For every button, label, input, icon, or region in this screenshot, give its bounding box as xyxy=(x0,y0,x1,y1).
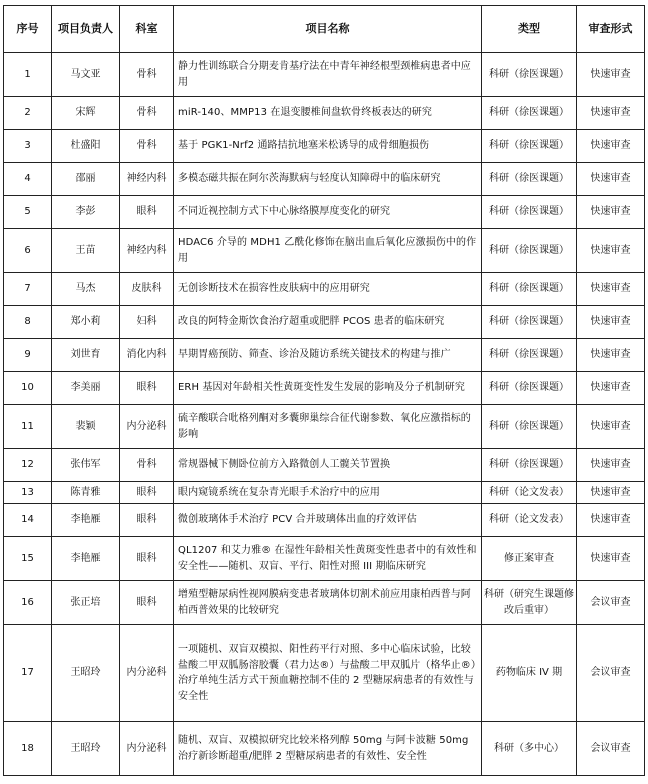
cell-leader: 刘世育 xyxy=(52,339,120,372)
cell-department: 眼科 xyxy=(120,537,174,581)
table-row xyxy=(4,504,645,537)
cell-review-form: 快速审查 xyxy=(577,306,645,339)
cell-project-name: QL1207 和艾力雅® 在湿性年龄相关性黄斑变性患者中的有效性和安全性——随机、双盲、平行、阳性对照 III 期临床研究 xyxy=(174,537,482,581)
cell-leader: 马文亚 xyxy=(52,53,120,97)
cell-project-name: ERH 基因对年龄相关性黄斑变性发生发展的影响及分子机制研究 xyxy=(174,372,482,405)
header-leader: 项目负责人 xyxy=(52,6,120,53)
cell-type: 科研（徐医课题） xyxy=(482,163,577,196)
cell-leader: 陈青雅 xyxy=(52,482,120,504)
cell-type: 科研（论文发表） xyxy=(482,482,577,504)
cell-department: 神经内科 xyxy=(120,163,174,196)
cell-number: 10 xyxy=(4,372,52,405)
cell-number: 14 xyxy=(4,504,52,537)
cell-review-form: 会议审查 xyxy=(577,625,645,722)
header-project-name: 项目名称 xyxy=(174,6,482,53)
table-row xyxy=(4,482,645,504)
cell-review-form: 快速审查 xyxy=(577,372,645,405)
cell-project-name: 微创玻璃体手术治疗 PCV 合并玻璃体出血的疗效评估 xyxy=(174,504,482,537)
cell-type: 科研（徐医课题） xyxy=(482,405,577,449)
table-row xyxy=(4,273,645,306)
cell-type: 科研（徐医课题） xyxy=(482,306,577,339)
cell-project-name: 硫辛酸联合吡格列酮对多囊卵巢综合征代谢参数、氧化应激指标的影响 xyxy=(174,405,482,449)
cell-number: 12 xyxy=(4,449,52,482)
cell-department: 眼科 xyxy=(120,581,174,625)
table-row xyxy=(4,722,645,776)
table-row xyxy=(4,53,645,97)
cell-review-form: 快速审查 xyxy=(577,504,645,537)
table-row xyxy=(4,581,645,625)
cell-leader: 李艳雁 xyxy=(52,504,120,537)
cell-review-form: 快速审查 xyxy=(577,405,645,449)
cell-leader: 马杰 xyxy=(52,273,120,306)
cell-project-name: HDAC6 介导的 MDH1 乙酰化修饰在脑出血后氧化应激损伤中的作用 xyxy=(174,229,482,273)
table-row xyxy=(4,196,645,229)
table-row xyxy=(4,306,645,339)
cell-number: 16 xyxy=(4,581,52,625)
cell-project-name: 一项随机、双盲双模拟、阳性药平行对照、多中心临床试验，比较盐酸二甲双胍肠溶胶囊（君力达®）与盐酸二甲双胍片（格华止®）治疗单纯生活方式干预血糖控制不佳的 2 型糖尿病患者的有效性与安全性 xyxy=(174,625,482,722)
cell-type: 科研（徐医课题） xyxy=(482,130,577,163)
cell-number: 3 xyxy=(4,130,52,163)
table-row xyxy=(4,405,645,449)
cell-type: 科研（研究生课题修改后重审） xyxy=(482,581,577,625)
cell-type: 科研（徐医课题） xyxy=(482,196,577,229)
cell-number: 13 xyxy=(4,482,52,504)
cell-type: 科研（徐医课题） xyxy=(482,53,577,97)
ethics-review-table xyxy=(3,5,645,776)
table-row xyxy=(4,97,645,130)
cell-number: 2 xyxy=(4,97,52,130)
cell-project-name: 早期胃癌预防、筛查、诊治及随访系统关键技术的构建与推广 xyxy=(174,339,482,372)
cell-leader: 王昭玲 xyxy=(52,625,120,722)
cell-type: 科研（论文发表） xyxy=(482,504,577,537)
cell-leader: 李美丽 xyxy=(52,372,120,405)
cell-department: 眼科 xyxy=(120,372,174,405)
cell-leader: 李艳雁 xyxy=(52,537,120,581)
cell-leader: 裴颖 xyxy=(52,405,120,449)
cell-project-name: 常规器械下侧卧位前方入路微创人工髋关节置换 xyxy=(174,449,482,482)
cell-leader: 王苗 xyxy=(52,229,120,273)
cell-leader: 张伟军 xyxy=(52,449,120,482)
cell-department: 骨科 xyxy=(120,130,174,163)
cell-type: 科研（徐医课题） xyxy=(482,229,577,273)
table-row xyxy=(4,130,645,163)
cell-review-form: 快速审查 xyxy=(577,130,645,163)
cell-department: 眼科 xyxy=(120,482,174,504)
cell-department: 皮肤科 xyxy=(120,273,174,306)
cell-review-form: 快速审查 xyxy=(577,482,645,504)
table-row xyxy=(4,229,645,273)
cell-review-form: 快速审查 xyxy=(577,273,645,306)
cell-review-form: 快速审查 xyxy=(577,339,645,372)
cell-number: 6 xyxy=(4,229,52,273)
table-row xyxy=(4,163,645,196)
cell-review-form: 快速审查 xyxy=(577,537,645,581)
cell-department: 骨科 xyxy=(120,449,174,482)
cell-number: 7 xyxy=(4,273,52,306)
cell-number: 1 xyxy=(4,53,52,97)
cell-type: 科研（徐医课题） xyxy=(482,449,577,482)
cell-type: 修正案审查 xyxy=(482,537,577,581)
cell-department: 妇科 xyxy=(120,306,174,339)
cell-leader: 宋辉 xyxy=(52,97,120,130)
cell-project-name: miR-140、MMP13 在退变腰椎间盘软骨终板表达的研究 xyxy=(174,97,482,130)
cell-type: 科研（徐医课题） xyxy=(482,273,577,306)
cell-leader: 郑小莉 xyxy=(52,306,120,339)
cell-project-name: 改良的阿特金斯饮食治疗超重或肥胖 PCOS 患者的临床研究 xyxy=(174,306,482,339)
cell-project-name: 多模态磁共振在阿尔茨海默病与轻度认知障碍中的临床研究 xyxy=(174,163,482,196)
cell-department: 神经内科 xyxy=(120,229,174,273)
cell-department: 消化内科 xyxy=(120,339,174,372)
cell-department: 内分泌科 xyxy=(120,405,174,449)
cell-type: 科研（徐医课题） xyxy=(482,97,577,130)
table-row xyxy=(4,339,645,372)
cell-type: 科研（徐医课题） xyxy=(482,339,577,372)
cell-department: 骨科 xyxy=(120,53,174,97)
cell-number: 9 xyxy=(4,339,52,372)
cell-review-form: 快速审查 xyxy=(577,97,645,130)
cell-project-name: 静力性训练联合分期麦肯基疗法在中青年神经根型颈椎病患者中应用 xyxy=(174,53,482,97)
cell-number: 5 xyxy=(4,196,52,229)
cell-number: 17 xyxy=(4,625,52,722)
cell-type: 药物临床 IV 期 xyxy=(482,625,577,722)
header-number: 序号 xyxy=(4,6,52,53)
table-row xyxy=(4,372,645,405)
cell-leader: 杜盛阳 xyxy=(52,130,120,163)
cell-leader: 张正培 xyxy=(52,581,120,625)
header-review-form: 审查形式 xyxy=(577,6,645,53)
cell-project-name: 不同近视控制方式下中心脉络膜厚度变化的研究 xyxy=(174,196,482,229)
cell-review-form: 会议审查 xyxy=(577,722,645,776)
cell-department: 内分泌科 xyxy=(120,625,174,722)
cell-department: 骨科 xyxy=(120,97,174,130)
cell-project-name: 无创诊断技术在损容性皮肤病中的应用研究 xyxy=(174,273,482,306)
cell-review-form: 快速审查 xyxy=(577,196,645,229)
cell-leader: 邵丽 xyxy=(52,163,120,196)
cell-review-form: 会议审查 xyxy=(577,581,645,625)
cell-number: 4 xyxy=(4,163,52,196)
header-department: 科室 xyxy=(120,6,174,53)
cell-number: 8 xyxy=(4,306,52,339)
table-header-row xyxy=(4,6,645,53)
cell-number: 11 xyxy=(4,405,52,449)
cell-leader: 王昭玲 xyxy=(52,722,120,776)
cell-department: 眼科 xyxy=(120,504,174,537)
cell-review-form: 快速审查 xyxy=(577,229,645,273)
cell-review-form: 快速审查 xyxy=(577,449,645,482)
table-row xyxy=(4,625,645,722)
cell-project-name: 基于 PGK1-Nrf2 通路拮抗地塞米松诱导的成骨细胞损伤 xyxy=(174,130,482,163)
cell-leader: 李彭 xyxy=(52,196,120,229)
table-row xyxy=(4,537,645,581)
cell-project-name: 眼内窥镜系统在复杂青光眼手术治疗中的应用 xyxy=(174,482,482,504)
table-row xyxy=(4,449,645,482)
cell-review-form: 快速审查 xyxy=(577,163,645,196)
header-type: 类型 xyxy=(482,6,577,53)
cell-review-form: 快速审查 xyxy=(577,53,645,97)
cell-type: 科研（徐医课题） xyxy=(482,372,577,405)
cell-project-name: 增殖型糖尿病性视网膜病变患者玻璃体切割术前应用康柏西普与阿柏西普效果的比较研究 xyxy=(174,581,482,625)
cell-department: 眼科 xyxy=(120,196,174,229)
cell-project-name: 随机、双盲、双模拟研究比较米格列醇 50mg 与阿卡波糖 50mg 治疗新诊断超重/肥胖 2 型糖尿病患者的有效性、安全性 xyxy=(174,722,482,776)
cell-number: 18 xyxy=(4,722,52,776)
cell-department: 内分泌科 xyxy=(120,722,174,776)
cell-type: 科研（多中心） xyxy=(482,722,577,776)
cell-number: 15 xyxy=(4,537,52,581)
